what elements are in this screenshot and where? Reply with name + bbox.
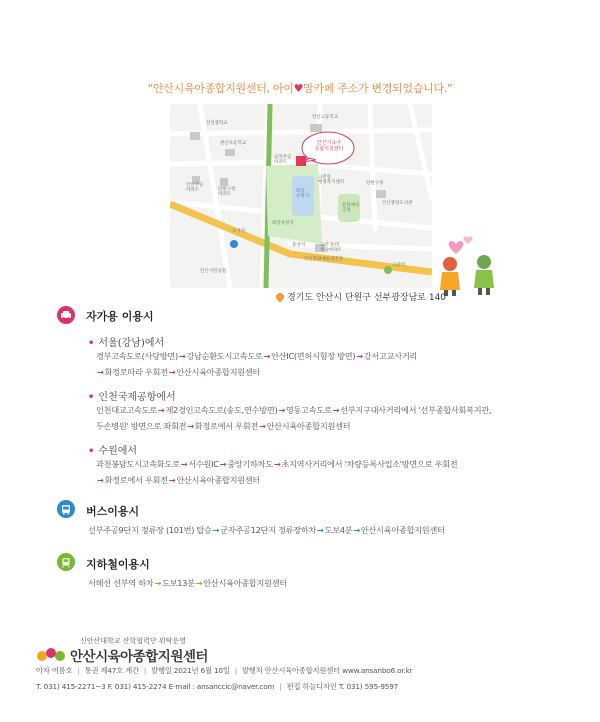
- footer-publication-info: 아자 여름호 | 통권 제47호 계간 | 발행일 2021년 6월 10일 | 발행처 안산시육아종합지원센터 www.ansanbo6.or.kr: [36, 666, 413, 675]
- notice-headline: [0, 80, 600, 96]
- map-label-daeseong-apt: 단원구청 아파트: [218, 187, 236, 197]
- map-label-green-block: 문화예술 공원: [342, 203, 360, 213]
- map-label-sangok: 선일중학교: [206, 121, 228, 126]
- car-group-suwon: • 수원에서: [88, 446, 138, 457]
- map-label-market-apt: 안산주공 아파트: [186, 183, 204, 193]
- car-group-seoul: • 서울(강남)에서: [88, 338, 165, 349]
- address-line: [276, 290, 446, 303]
- map-label-road: 초지역: [232, 229, 246, 234]
- heart-icon: ♥: [293, 82, 304, 95]
- car-route-incheon-1: 인천대교고속도로→제2경인고속도로(송도,연수방면)→영동고속도로→선부지구대사거리에서 '선부종합사회복지관,: [96, 405, 492, 415]
- car-route-suwon-1: 과천봉담도시고속화도로→서수원IC→중앙기하차도→초지역사거리에서 '차량등록사업소'방면으로 우회전: [96, 459, 458, 469]
- footer-org: 신안산대학교 산학협력단 위탁운영: [80, 637, 186, 645]
- map-label-culture: 고잔 롯데 캐슬아파트: [320, 243, 342, 253]
- headline-before: “안산시육아종합지원센터, 아이: [147, 82, 294, 95]
- car-group-incheon: • 인천국제공항에서: [88, 392, 176, 403]
- bus-route: 선부주공9단지 정류장 (101번) 탑승→군자주공12단지 정류장하차→도보4분→안산시육아종합지원센터: [88, 525, 445, 535]
- map-label-ansan-hs: 안산고등학교: [312, 115, 339, 120]
- subway-section-title: 지하철이용시: [86, 558, 150, 571]
- car-route-seoul-1: 경부고속도로(사당방면)→강남순환도시고속도로→안산IC(면허시험장 방면)→강서고교사거리: [96, 351, 418, 361]
- car-route-incheon-2: 두손병원' 방면으로 좌회전→화정로에서 우회전→안산시육아종합지원센터: [96, 421, 351, 431]
- location-pin-icon: [274, 291, 285, 302]
- footer-contact-info: T. 031) 415-2271~3 F. 031) 415-2274 E-mail : ansanccic@naver.com | 편집 하늘디자인 T. 031) 595-9597: [36, 682, 399, 691]
- group-name: 서울(강남)에서: [98, 338, 165, 349]
- car-route-seoul-2: →화정로따라 우회전→안산시육아종합지원센터: [97, 367, 261, 377]
- map-label-park-area: 화랑유원지: [272, 221, 294, 226]
- map-label-apt-dongbu: 군자주공 아파트: [274, 155, 292, 165]
- footer-center-name: 안산시육아종합지원센터: [70, 649, 208, 665]
- kids-illustration: [434, 236, 500, 298]
- map-label-arts: 안산문화예술의전당: [304, 257, 344, 262]
- location-map: [170, 104, 432, 288]
- headline-after: 맘카페 주소가 변경되었습니다.”: [303, 82, 453, 95]
- map-label-jungang: 중앙역: [292, 243, 306, 248]
- group-name: 수원에서: [98, 446, 138, 457]
- map-label-station-small: 안산시민공원: [200, 269, 227, 274]
- map-label-gwanseon: 관산초등학교: [220, 141, 247, 146]
- car-section-title: 자가용 이용시: [86, 310, 154, 323]
- map-label-bus-terminal: 고잔역: [392, 263, 406, 268]
- group-name: 인천국제공항에서: [98, 392, 176, 403]
- address-text: 경기도 안산시 단원구 선부광장남로 140: [287, 293, 447, 303]
- subway-route: 서해선 선부역 하차→도보13분→안산시육아종합지원센터: [88, 578, 287, 588]
- car-route-suwon-2: →화정로에서 우회전→안산시육아종합지원센터: [97, 475, 261, 485]
- map-label-hall: 단원구청: [366, 181, 384, 186]
- map-label-town-hall: 고잔동 행정복지센터: [318, 175, 345, 185]
- bus-section-title: 버스이용시: [86, 505, 140, 518]
- bus-icon: [57, 500, 75, 518]
- subway-icon: [57, 553, 75, 571]
- map-label-library: 안산중앙도서관: [382, 201, 413, 206]
- car-icon: [57, 306, 75, 324]
- map-bubble-center: 안산시육아 종합지원센터: [314, 140, 344, 152]
- map-label-park: 화랑 유원지: [296, 189, 310, 199]
- footer-logo: [36, 645, 208, 665]
- logo-icon: [36, 646, 66, 664]
